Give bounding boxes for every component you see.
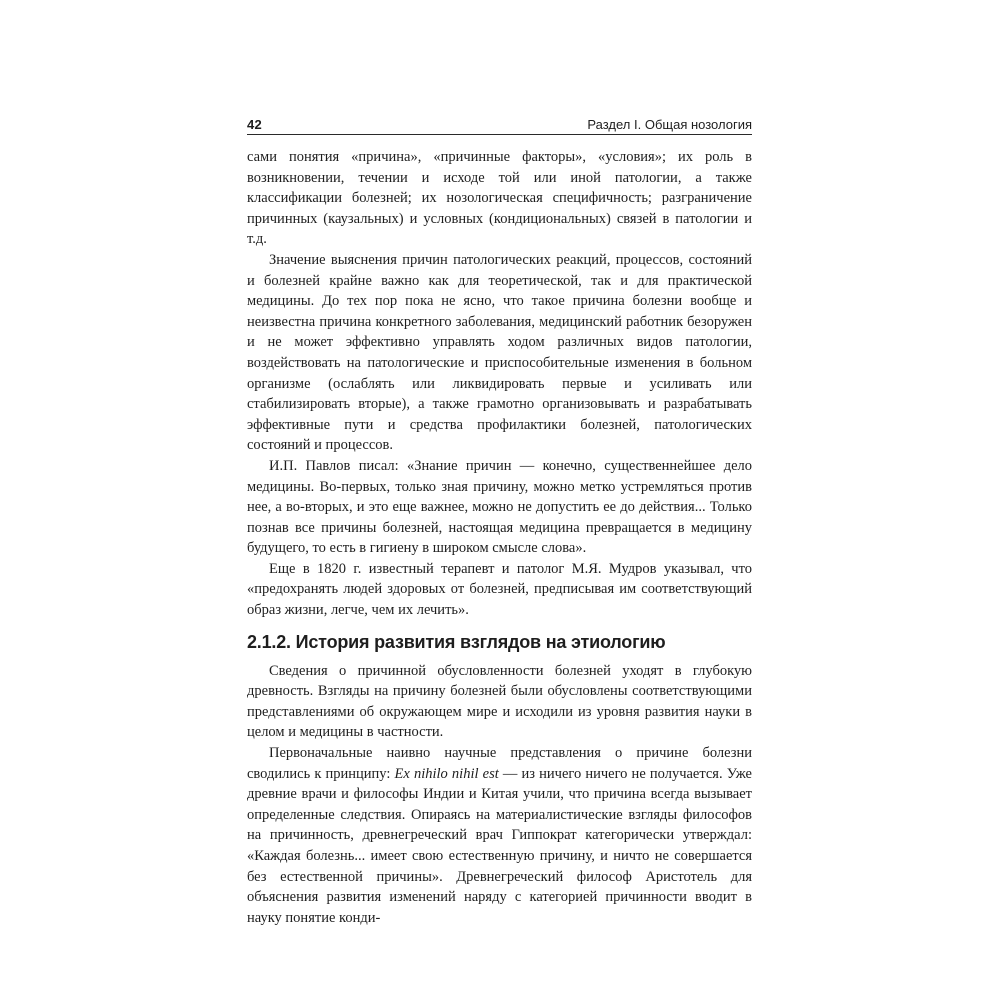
paragraph-text: Первоначальные наивно научные представления о причине болезни сводились к принципу: — [247, 745, 752, 782]
latin-phrase: Ex nihilo nihil est — [394, 765, 499, 782]
running-title: Раздел I. Общая нозология — [587, 117, 752, 132]
page-number: 42 — [247, 117, 263, 132]
header-rule — [247, 134, 752, 135]
paragraph — [247, 743, 752, 928]
paragraph: И.П. Павлов писал: «Знание причин — конечно, существеннейшее дело медицины. Во-первых, только зная причину, можно метко устремляться против нее, а во-вторых, и это еще важнее, можно не допустить ее до действия... Только познав все причины болезней, настоящая медицина превращается в медицину будущего, то есть в гигиену в широком смысле слова». — [247, 457, 752, 557]
paragraph: Значение выяснения причин патологических реакций, процессов, состояний и болезней крайне важно как для теоретической, так и для практической медицины. До тех пор пока не ясно, что такое причина болезни вообще и неизвестна причина конкретного заболевания, медицинский работник безоружен и не может эффективно управлять ходом различных видов патологии, воздействовать на патологические и приспособительные изменения в больном организме (ослаблять или ликвидировать первые и усиливать или стабилизировать вторые), а также грамотно организовывать и разрабатывать эффективные пути и средства профилактики болезней, патологических состояний и процессов. — [247, 251, 752, 454]
paragraph-text: — из ничего ничего не получается. Уже древние врачи и философы Индии и Китая учили, что причина всегда вызывает определенные следствия. Опираясь на материалистические взгляды философов на причинность, древнегреческий врач Гиппократ категорически утверждал: «Каждая болезнь... имеет свою естественную причину, и ничто не совершается без естественной причины». Древнегреческий философ Аристотель для объяснения развития изменений наряду с категорией причинности вводит в науку понятие конди- — [247, 765, 752, 926]
body-text — [247, 147, 752, 928]
paragraph: Сведения о причинной обусловленности болезней уходят в глубокую древность. Взгляды на причину болезней были обусловлены соответствующими представлениями об окружающем мире и исходили из уровня развития науки в целом и медицины в частности. — [247, 662, 752, 741]
paragraph: сами понятия «причина», «причинные факторы», «условия»; их роль в возникновении, течении и исходе той или иной патологии, а также классификации болезней; их нозологическая специфичность; разграничение причинных (каузальных) и условных (кондициональных) связей в патологии и т.д. — [247, 149, 752, 248]
paragraph: Еще в 1820 г. известный терапевт и патолог М.Я. Мудров указывал, что «предохранять людей здоровых от болезней, предписывая им соответствующий образ жизни, легче, чем их лечить». — [247, 560, 752, 619]
section-heading: 2.1.2. История развития взглядов на этиологию — [247, 631, 666, 652]
page-header — [247, 113, 752, 135]
